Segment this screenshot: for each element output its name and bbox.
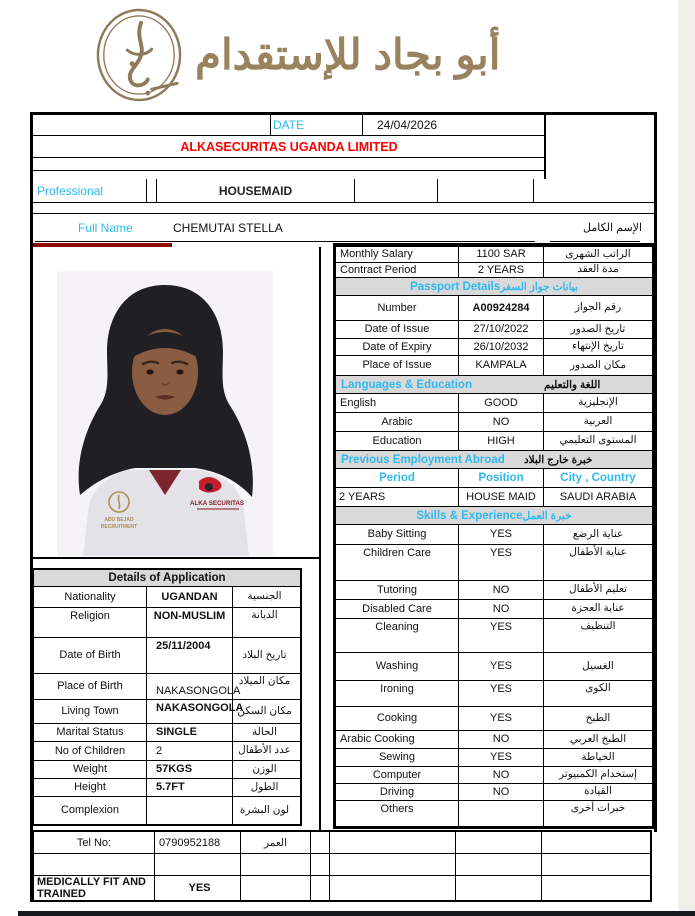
row-label: Date of Issue [364, 323, 430, 336]
skill-value: YES [458, 525, 543, 544]
skills-header-ar: خبرة العمل [522, 509, 572, 522]
employment-columns-row [336, 468, 652, 487]
header-table [30, 112, 657, 182]
detail-arabic: مكان السكن [232, 700, 296, 723]
employment-data-row [336, 487, 652, 506]
empty-cell [240, 876, 310, 900]
empty-cell [455, 854, 541, 875]
skill-arabic: عناية الأطفال [543, 545, 652, 580]
skill-row [336, 766, 652, 783]
details-rows [34, 586, 300, 824]
empty-cell [329, 876, 455, 900]
detail-arabic: الديانة [232, 608, 296, 637]
row-arabic: العربية [543, 413, 652, 431]
detail-label: Place of Birth [57, 680, 123, 693]
languages-section-header [336, 375, 652, 393]
passport-header-ar: بيانات جواز السفر [500, 280, 578, 293]
full-name-arabic: الإسم الكامل [583, 222, 642, 234]
details-header: Details of Application [34, 570, 300, 586]
row-label: Contract Period [340, 263, 417, 276]
skill-value: YES [458, 681, 543, 706]
full-name-row [30, 214, 657, 242]
detail-label: Religion [70, 610, 110, 622]
empty-cell [310, 832, 329, 853]
full-name-value: CHEMUTAI STELLA [173, 221, 283, 235]
row-value: HIGH [458, 432, 543, 450]
skill-value: YES [458, 707, 543, 730]
detail-label: Date of Birth [59, 649, 121, 662]
photo-left-badge-line2: RECRUITMENT [100, 524, 138, 530]
table-row [336, 412, 652, 431]
medical-label: MEDICALLY FIT AND TRAINED [37, 875, 146, 900]
photo-box-border [30, 557, 321, 559]
empty-cell [329, 854, 455, 875]
company-name: ALKASECURITAS UGANDA LIMITED [180, 139, 398, 154]
skill-label: Ironing [380, 683, 414, 695]
skill-arabic: الخياطة [543, 749, 652, 766]
row-value: 1100 SAR [458, 247, 543, 262]
skill-row [336, 618, 652, 652]
skill-arabic: عناية العجزة [543, 600, 652, 618]
page-gutter [678, 0, 695, 916]
table-row [336, 320, 652, 338]
professional-value: HOUSEMAID [156, 179, 354, 202]
tel-value: 0790952188 [154, 832, 240, 853]
empty-cell [33, 115, 271, 135]
row-label: Education [372, 434, 422, 447]
skill-row [336, 706, 652, 730]
empty-cell [329, 832, 455, 853]
detail-row [34, 796, 300, 824]
medical-row [34, 875, 650, 900]
employment-city: SAUDI ARABIA [543, 488, 652, 506]
photo-box-border [319, 247, 321, 830]
empty-cell [533, 179, 654, 202]
skill-value: NO [458, 581, 543, 599]
table-row [336, 393, 652, 412]
empty-cell [354, 179, 437, 202]
date-label: DATE [271, 115, 363, 135]
applicant-photo [57, 271, 273, 556]
row-value: 27/10/2022 [458, 321, 543, 338]
skill-label: Children Care [363, 547, 431, 559]
detail-row [34, 607, 300, 637]
empty-cell [240, 854, 310, 875]
passport-header-en: Passport Details [410, 280, 501, 293]
table-row [336, 355, 652, 375]
skill-label: Cooking [376, 712, 418, 725]
empty-cell [541, 832, 650, 853]
tel-label: Tel No: [76, 836, 112, 849]
detail-arabic: تاريخ البلاد [232, 638, 296, 673]
row-value: GOOD [458, 394, 543, 412]
empty-cell [310, 854, 329, 875]
skill-label: Computer [372, 768, 422, 781]
detail-row [34, 741, 300, 760]
employment-position: HOUSE MAID [458, 488, 543, 506]
detail-arabic: الحالة [232, 724, 296, 741]
detail-row [34, 637, 300, 673]
divider-line [35, 241, 535, 242]
detail-label: No of Children [54, 744, 126, 757]
row-arabic: رقم الجواز [543, 296, 652, 320]
table-row [336, 295, 652, 320]
skill-value: YES [458, 545, 543, 580]
skill-label: Sewing [378, 751, 416, 764]
skill-value: NO [458, 731, 543, 748]
header-side-box [544, 115, 654, 179]
skill-arabic: الغسيل [543, 653, 652, 680]
skills-header-en: Skills & Experience [416, 509, 523, 522]
skill-row [336, 652, 652, 680]
detail-value: NAKASONGOLA [146, 674, 232, 699]
row-arabic: تاريخ الصدور [543, 321, 652, 338]
photo-left-badge-line1: ABU BEJAD [104, 517, 134, 523]
detail-label: Height [74, 781, 106, 794]
skill-label: Baby Sitting [367, 528, 427, 541]
agency-name-arabic: أبو بجاد للإستقدام [195, 31, 501, 78]
skill-value: YES [458, 653, 543, 680]
row-value: 2 YEARS [458, 263, 543, 277]
tel-arabic: العمر [240, 832, 310, 853]
agency-logo [95, 6, 500, 104]
detail-value: 5.7FT [146, 779, 232, 796]
row-value: KAMPALA [458, 356, 543, 375]
row-arabic: الإنجليزية [543, 394, 652, 412]
detail-row [34, 586, 300, 607]
skill-row [336, 524, 652, 544]
detail-value: NON-MUSLIM [146, 608, 232, 637]
detail-row [34, 723, 300, 741]
skill-label: Cleaning [375, 621, 419, 633]
skill-value: NO [458, 767, 543, 783]
skill-label: Others [380, 803, 414, 815]
row-label: Arabic [381, 415, 413, 428]
spacer-row [30, 203, 657, 214]
skill-row [336, 580, 652, 599]
detail-value: UGANDAN [146, 587, 232, 607]
salary-section [336, 246, 652, 277]
languages-header-en: Languages & Education [341, 378, 472, 391]
skill-value: NO [458, 600, 543, 618]
skill-row [336, 800, 652, 826]
detail-label: Living Town [61, 705, 119, 718]
row-value: NO [458, 413, 543, 431]
detail-label: Complexion [60, 804, 120, 817]
skill-arabic: التنظيف [543, 619, 652, 652]
languages-header-ar: اللغة والتعليم [544, 378, 601, 391]
skill-row [336, 599, 652, 618]
passport-section-header [336, 277, 652, 295]
agency-seal-icon [95, 7, 183, 103]
empty-cell [455, 832, 541, 853]
row-label: Place of Issue [362, 359, 432, 372]
detail-label: Weight [72, 763, 108, 776]
languages-section [336, 393, 652, 450]
skill-arabic: الطبخ العربي [543, 731, 652, 748]
professional-row [30, 179, 657, 203]
detail-arabic: مكان الميلاد [232, 674, 296, 699]
details-table [32, 568, 302, 826]
empty-cell [34, 854, 154, 875]
skill-label: Disabled Care [362, 602, 432, 615]
row-value: A00924284 [458, 296, 543, 320]
bottom-table [32, 830, 652, 902]
row-label: Number [377, 301, 417, 314]
full-name-label: Full Name [78, 221, 133, 235]
detail-arabic: الجنسية [232, 587, 296, 607]
row-arabic: مدة العقد [543, 263, 652, 277]
date-value: 24/04/2026 [377, 118, 438, 132]
employment-col-position: Position [458, 469, 543, 487]
skill-arabic: الطبخ [543, 707, 652, 730]
detail-value: 25/11/2004 [146, 638, 232, 673]
detail-arabic: الوزن [232, 761, 296, 778]
empty-cell [455, 876, 541, 900]
detail-arabic: عدد الأطفال [232, 742, 296, 760]
table-row [336, 431, 652, 450]
empty-cell [437, 179, 533, 202]
red-divider-line [32, 243, 172, 247]
skill-row [336, 544, 652, 580]
employment-col-period: Period [379, 471, 415, 484]
empty-cell [146, 179, 156, 202]
detail-label: Marital Status [56, 726, 124, 739]
skill-arabic: تعليم الأطفال [543, 581, 652, 599]
employment-header-en: Previous Employment Abroad [341, 453, 505, 466]
tel-row [34, 832, 650, 853]
professional-label: Professional [37, 183, 104, 198]
detail-value: SINGLE [146, 724, 232, 741]
row-arabic: المستوى التعليمي [543, 432, 652, 450]
skill-arabic: القيادة [543, 784, 652, 800]
skill-value: YES [458, 619, 543, 652]
detail-value [146, 797, 232, 824]
employment-section-header [336, 450, 652, 468]
employment-period: 2 YEARS [339, 490, 386, 503]
empty-cell [541, 876, 650, 900]
passport-section [336, 295, 652, 375]
table-row [336, 338, 652, 355]
skill-label: Arabic Cooking [340, 733, 415, 746]
detail-row [34, 760, 300, 778]
detail-arabic: الطول [232, 779, 296, 796]
skill-row [336, 730, 652, 748]
detail-value: 2 [146, 742, 232, 760]
detail-row [34, 778, 300, 796]
skill-value: NO [458, 784, 543, 800]
table-row [336, 246, 652, 262]
row-arabic: الراتب الشهرى [543, 247, 652, 262]
detail-value: 57KGS [146, 761, 232, 778]
detail-row [34, 673, 300, 699]
row-arabic: مكان الصدور [543, 356, 652, 375]
skill-arabic: إستخدام الكمبيوتر [543, 767, 652, 783]
skill-value: YES [458, 749, 543, 766]
detail-arabic: لون البشرة [232, 797, 296, 824]
row-arabic: تاريخ الإنتهاء [543, 339, 652, 355]
table-row [336, 262, 652, 277]
empty-cell [541, 854, 650, 875]
detail-row [34, 699, 300, 723]
skill-arabic: خبرات أخرى [543, 801, 652, 826]
detail-label: Nationality [64, 590, 116, 603]
skill-row [336, 748, 652, 766]
form-left-border [30, 112, 33, 902]
skill-row [336, 783, 652, 800]
divider-line [550, 241, 640, 242]
photo-right-badge: ALKA SECURITAS [190, 500, 244, 507]
employment-col-city: City , Country [543, 469, 652, 487]
skills-section [336, 524, 652, 826]
skill-value [458, 801, 543, 826]
form-right-border [654, 112, 657, 832]
skills-section-header [336, 506, 652, 524]
skill-row [336, 680, 652, 706]
medical-value: YES [154, 876, 240, 900]
row-value: 26/10/2032 [458, 339, 543, 355]
row-label: English [340, 396, 377, 409]
page-bottom-bar [18, 911, 695, 916]
empty-row [34, 853, 650, 875]
skill-label: Driving [379, 785, 415, 798]
detail-value: NAKASONGOLA [146, 700, 232, 723]
skill-label: Tutoring [377, 583, 417, 596]
employment-header-ar: خبرة خارج البلاد [524, 453, 593, 466]
row-label: Date of Expiry [362, 340, 432, 353]
right-data-table [333, 243, 655, 829]
skill-label: Washing [375, 660, 419, 673]
row-label: Monthly Salary [340, 248, 413, 261]
skill-arabic: عناية الرضع [543, 525, 652, 544]
empty-cell [310, 876, 329, 900]
skill-arabic: الكوى [543, 681, 652, 706]
empty-cell [154, 854, 240, 875]
